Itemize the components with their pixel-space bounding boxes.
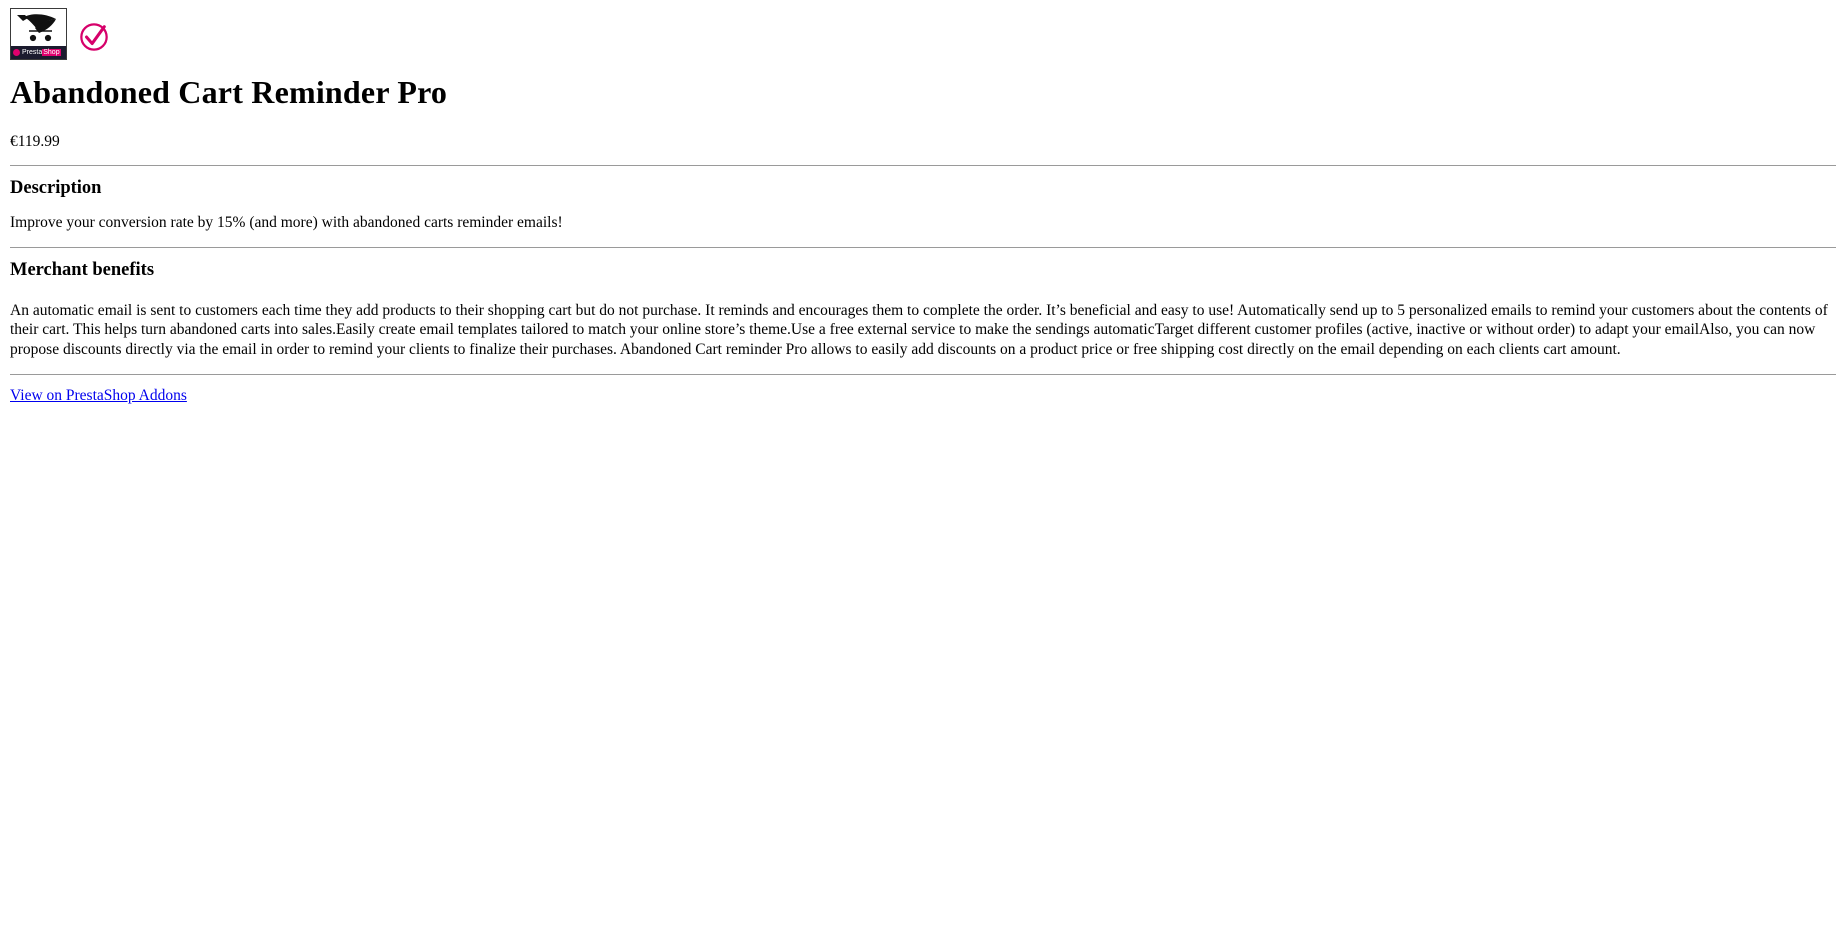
cart-glyph-icon [15,11,61,43]
merchant-benefits-heading: Merchant benefits [10,259,155,280]
description-heading: Description [10,177,102,198]
merchant-benefits-text: An automatic email is sent to customers each time they add products to their shopping cart but do not purchase. It reminds and encourages them to complete the order. It’s beneficial and easy to use! Automatically send up to 5 personalized emails to remind your customers about the contents of their cart. This helps turn abandoned carts into sales.Easily create email templates tailored to match your online store’s theme.Use a free external service to make the sendings automaticTarget different customer profiles (active, inactive or without order) to adapt your emailAlso, you can now propose discounts directly via the email in order to remind your clients to finalize their purchases. Abandoned Cart reminder Pro allows to easily add discounts on a product price or free shipping cost directly on the email depending on each clients cart amount. [10,301,1828,359]
page-title: Abandoned Cart Reminder Pro [10,74,448,110]
brand-row [10,8,1836,60]
logo-dot-icon [13,49,20,56]
pink-check-badge-icon [79,22,109,52]
logo-text-shop: Shop [43,49,60,56]
prestashop-cart-logo-icon [10,8,67,60]
product-page [0,0,1846,415]
divider [10,165,1836,166]
divider [10,374,1836,375]
footer-link-row [10,387,1836,405]
product-price: €119.99 [10,132,60,150]
divider [10,247,1836,248]
view-on-prestashop-addons-link[interactable]: View on PrestaShop Addons [10,387,187,405]
logo-wordmark [11,46,66,59]
logo-text-presta: Presta [22,49,43,56]
description-text: Improve your conversion rate by 15% (and more) with abandoned carts reminder emails! [10,213,563,231]
